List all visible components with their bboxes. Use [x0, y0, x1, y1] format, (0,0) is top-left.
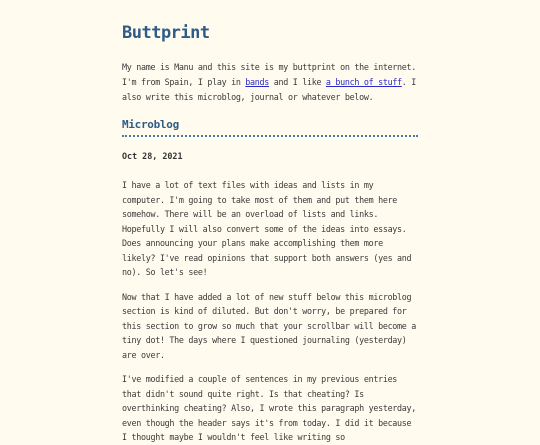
intro-text-2: and I like: [269, 77, 326, 87]
page-content: [122, 0, 418, 445]
entry-paragraph-1: I have a lot of text files with ideas and lists in my computer. I'm going to take most of them and put them here somehow. There will be an overload of lists and links. Hopefully I will also convert some of the ideas into essays. Does announcing your plans make accomplishing them more likely? I've read opinions that support both answers (yes and no). So let's see!: [122, 180, 412, 277]
intro-paragraph: [122, 60, 418, 105]
entry-date: Oct 28, 2021: [122, 151, 183, 161]
bunch-of-stuff-link[interactable]: a bunch of stuff: [325, 77, 402, 87]
entry-paragraph-3: I've modified a couple of sentences in my previous entries that didn't sound quite right. Is that cheating? Is overthinking cheating? Also, I wrote this paragraph yesterday, even though the header says it's from today. I did it because I thought maybe I wouldn't feel like writing so: [122, 374, 417, 442]
bands-link[interactable]: bands: [245, 77, 270, 87]
intro-text-3: . I also write this microblog, journal or whatever below.: [122, 77, 417, 102]
site-title: Buttprint: [122, 23, 210, 43]
microblog-heading: Microblog: [122, 118, 179, 131]
entry-paragraph-2: Now that I have added a lot of new stuff below this microblog section is kind of diluted. But don't worry, be prepared for this section to grow so much that your scrollbar will become a tiny dot! The days where I questioned journaling (yesterday) are over.: [122, 291, 417, 360]
intro-text-1: My name is Manu and this site is my buttprint on the internet. I'm from Spain, I play in: [122, 62, 417, 87]
section-divider: [122, 135, 418, 137]
